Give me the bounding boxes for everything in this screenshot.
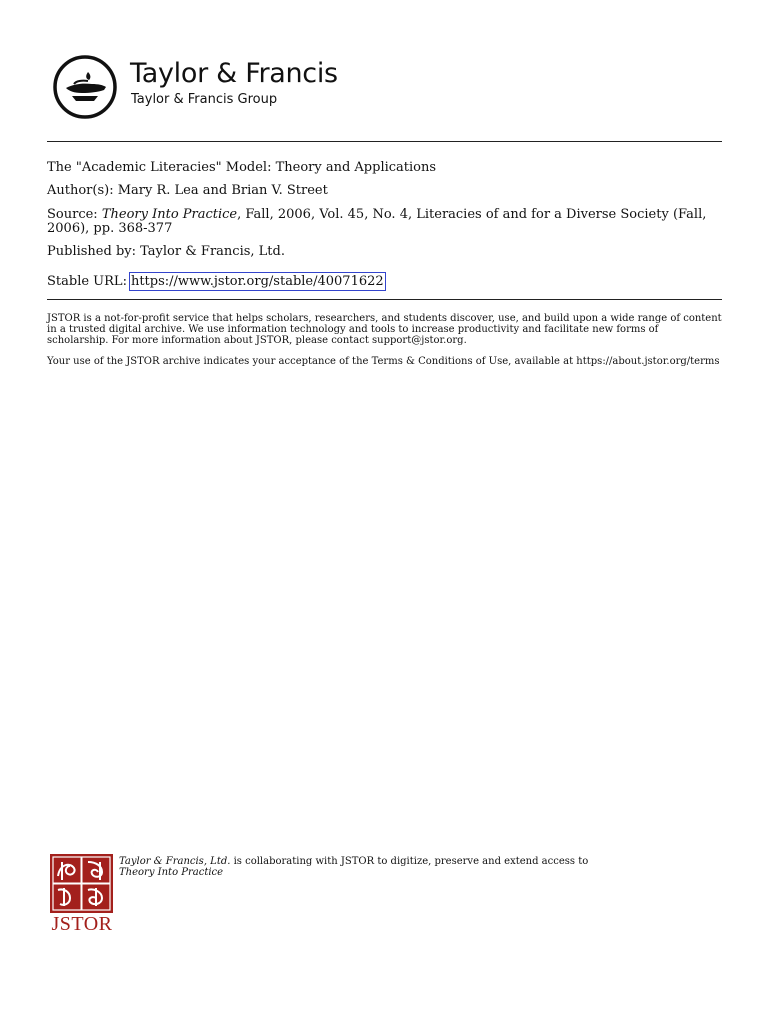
authors-label: Author(s): (47, 183, 114, 198)
publisher-logo-group: Taylor & Francis Group (131, 92, 278, 107)
article-authors (47, 184, 727, 198)
stable-url-label: Stable URL: (47, 274, 127, 289)
top-divider (47, 141, 722, 142)
jstor-emblem-icon (50, 854, 113, 913)
publisher-value: Taylor & Francis, Ltd. (140, 244, 285, 259)
collaboration-text: is collaborating with JSTOR to digitize, preserve and extend access to (230, 856, 589, 867)
jstor-wordmark: JSTOR (51, 913, 113, 935)
authors-value: Mary R. Lea and Brian V. Street (117, 183, 328, 198)
terms-notice-paragraph: Your use of the JSTOR archive indicates your acceptance of the Terms & Conditions of Use, available at https://about.jstor.org/terms (47, 356, 720, 367)
collaborator-name: Taylor & Francis, Ltd. (119, 856, 231, 867)
jstor-notice-paragraph: JSTOR is a not-for-profit service that helps scholars, researchers, and students discover, use, and build upon a wide range of content in a trusted digital archive. We use information technology and tools to increase productivity and facilitate new forms of scholarship. For more information about JSTOR, please contact support@jstor.org. (47, 313, 722, 346)
source-details: , Fall, 2006, Vol. 45, No. 4, Literacies of and for a Diverse Society (Fall, 2006), pp. 368-377 (47, 207, 707, 236)
article-source (47, 208, 722, 236)
collaboration-statement (119, 856, 719, 878)
taylor-francis-logo (52, 54, 352, 120)
publisher-label: Published by: (47, 244, 136, 259)
jstor-logo (47, 854, 117, 936)
article-title: The "Academic Literacies" Model: Theory and Applications (47, 160, 437, 175)
collaboration-journal: Theory Into Practice (119, 867, 224, 878)
bottom-divider (47, 299, 722, 300)
source-journal: Theory Into Practice (101, 207, 238, 222)
article-publisher (47, 245, 727, 259)
oil-lamp-emblem-icon (52, 54, 118, 120)
publisher-logo-name: Taylor & Francis (130, 58, 338, 89)
stable-url-row (47, 272, 727, 291)
stable-url-link[interactable]: https://www.jstor.org/stable/40071622 (130, 274, 384, 289)
source-label: Source: (47, 207, 98, 222)
